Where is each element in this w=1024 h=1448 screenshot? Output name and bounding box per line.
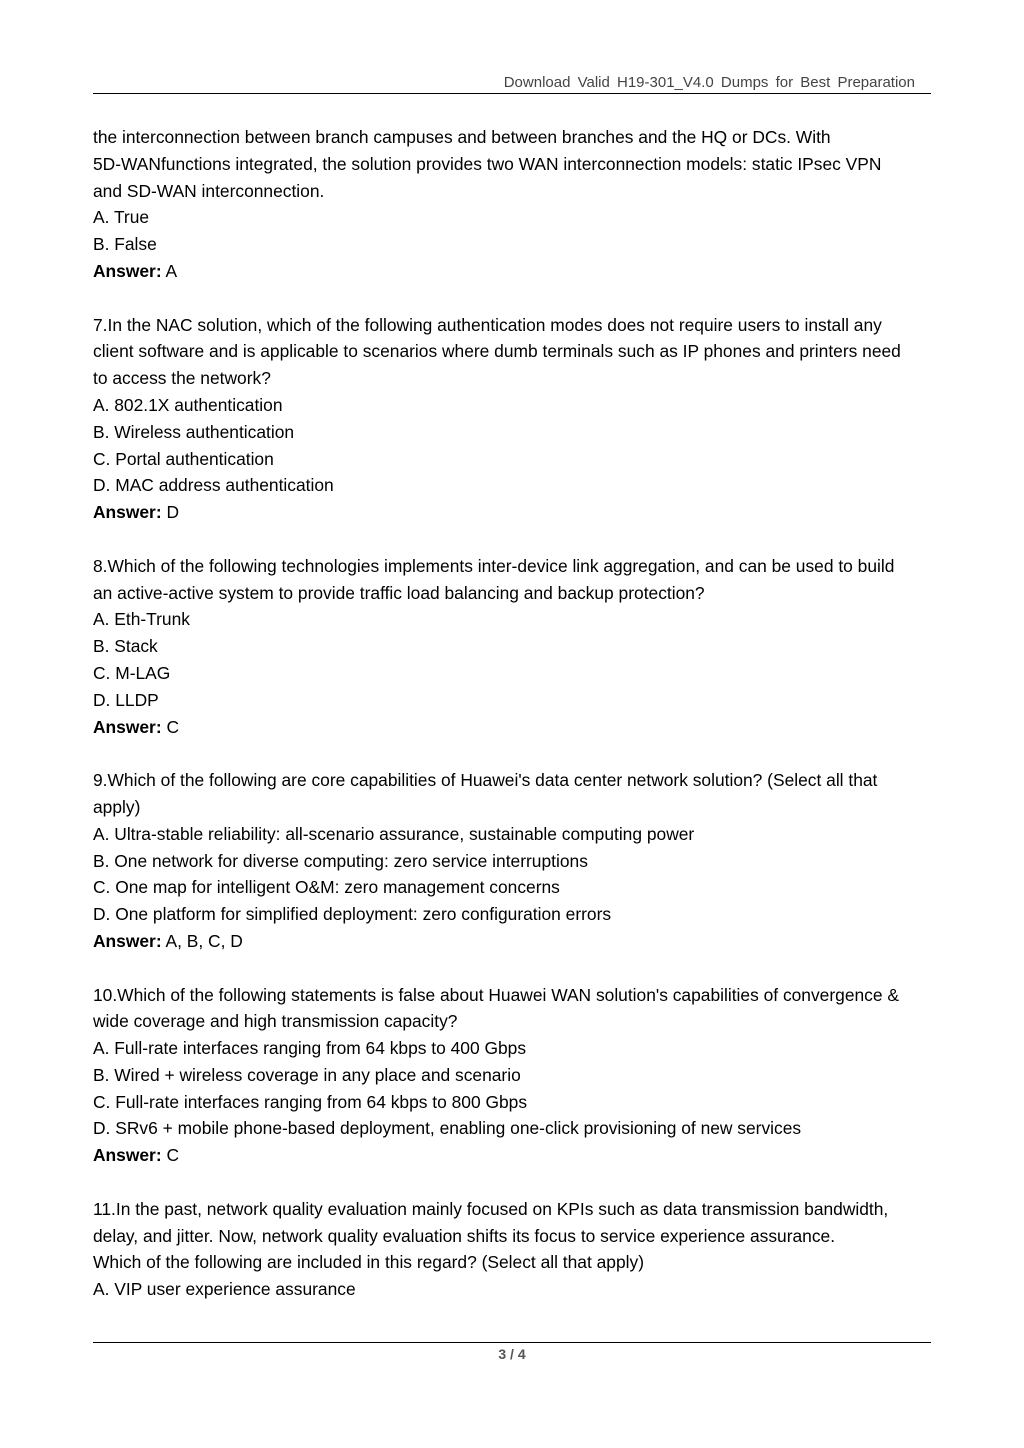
question-text-line: delay, and jitter. Now, network quality evaluation shifts its focus to service experience assurance. (93, 1225, 836, 1246)
question-text-line: 11.In the past, network quality evaluation mainly focused on KPIs such as data transmission bandwidth, (93, 1198, 889, 1219)
option-a: A. 802.1X authentication (93, 394, 283, 415)
question-9 (93, 767, 933, 955)
question-7 (93, 312, 933, 526)
answer-value: A, B, C, D (165, 930, 243, 951)
option-c: C. Portal authentication (93, 448, 274, 469)
answer-label: Answer: (93, 1145, 162, 1166)
answer-label: Answer: (93, 260, 162, 281)
option-c: C. Full-rate interfaces ranging from 64 kbps to 800 Gbps (93, 1091, 528, 1112)
question-text-line: the interconnection between branch campuses and between branches and the HQ or DCs. With (93, 127, 831, 147)
question-text-line: 10.Which of the following statements is false about Huawei WAN solution's capabilities of convergence & (93, 984, 899, 1005)
answer-value: C (166, 1145, 180, 1166)
answer-line (93, 714, 933, 741)
footer-divider (93, 1342, 931, 1343)
option-a: A. True (93, 207, 150, 228)
option-c: C. M-LAG (93, 662, 171, 683)
question-text-line: wide coverage and high transmission capacity? (93, 1011, 458, 1032)
question-text-line: 7.In the NAC solution, which of the following authentication modes does not require users to install any (93, 314, 882, 335)
option-b: B. Stack (93, 636, 158, 657)
question-text-line: and SD-WAN interconnection. (93, 180, 325, 201)
document-body (93, 124, 933, 1303)
question-text-line: an active-active system to provide traffic load balancing and backup protection? (93, 582, 705, 603)
question-text-line: to access the network? (93, 368, 271, 389)
answer-value: D (166, 502, 180, 523)
option-b: B. One network for diverse computing: zero service interruptions (93, 850, 588, 871)
answer-line (93, 1142, 933, 1169)
answer-label: Answer: (93, 716, 162, 737)
question-text-line: 5D-WANfunctions integrated, the solution provides two WAN interconnection models: static IPsec VPN (93, 153, 882, 174)
answer-value: A (165, 260, 178, 281)
page-number: 3 / 4 (498, 1346, 526, 1362)
option-b: B. Wired + wireless coverage in any place and scenario (93, 1064, 521, 1085)
header-text: Download Valid H19-301_V4.0 Dumps for Best Preparation (503, 74, 915, 91)
question-8 (93, 553, 933, 741)
question-text-line: Which of the following are included in this regard? (Select all that apply) (93, 1252, 644, 1273)
option-d: D. MAC address authentication (93, 475, 334, 496)
answer-line (93, 258, 933, 285)
option-d: D. One platform for simplified deployment: zero configuration errors (93, 904, 612, 925)
option-b: B. Wireless authentication (93, 421, 295, 442)
question-10 (93, 982, 933, 1170)
answer-line (93, 928, 933, 955)
answer-value: C (166, 716, 180, 737)
question-11 (93, 1196, 933, 1303)
question-text-line: 8.Which of the following technologies implements inter-device link aggregation, and can be used to build (93, 555, 895, 576)
option-a: A. VIP user experience assurance (93, 1279, 356, 1300)
option-a: A. Ultra-stable reliability: all-scenario assurance, sustainable computing power (93, 823, 695, 844)
option-a: A. Full-rate interfaces ranging from 64 kbps to 400 Gbps (93, 1038, 527, 1059)
page-header (93, 71, 931, 94)
option-d: D. SRv6 + mobile phone-based deployment, enabling one-click provisioning of new services (93, 1118, 802, 1139)
option-d: D. LLDP (93, 689, 159, 710)
answer-label: Answer: (93, 930, 162, 951)
option-b: B. False (93, 234, 157, 255)
answer-line (93, 499, 933, 526)
answer-label: Answer: (93, 502, 162, 523)
option-c: C. One map for intelligent O&M: zero management concerns (93, 877, 560, 898)
question-text-line: client software and is applicable to scenarios where dumb terminals such as IP phones and printers need (93, 341, 901, 362)
question-text-line: apply) (93, 796, 141, 817)
option-a: A. Eth-Trunk (93, 609, 190, 630)
question-6-continuation (93, 124, 933, 285)
question-text-line: 9.Which of the following are core capabilities of Huawei's data center network solution? (Select all that (93, 770, 878, 791)
